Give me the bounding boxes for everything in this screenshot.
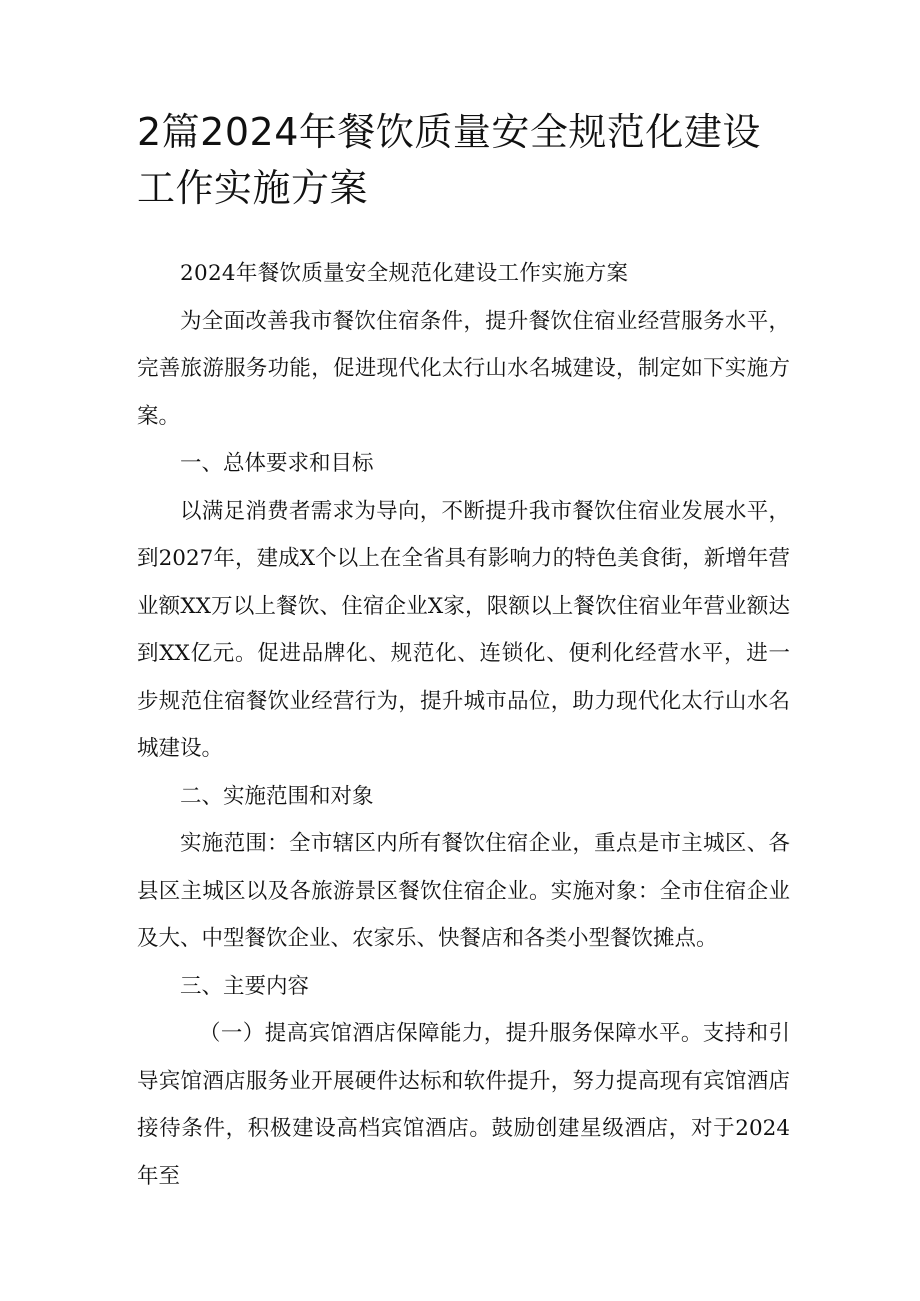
document-title: 2篇2024年餐饮质量安全规范化建设工作实施方案 xyxy=(137,110,761,210)
section-heading-2: 二、实施范围和对象 xyxy=(180,783,374,809)
document-body xyxy=(137,250,790,1200)
section-heading-3: 三、主要内容 xyxy=(180,973,310,999)
section-heading-1: 一、总体要求和目标 xyxy=(180,451,374,476)
intro-paragraph: 为全面改善我市餐饮住宿条件，提升餐饮住宿业经营服务水平，完善旅游服务功能，促进现代化太行山水名城建设，制定如下实施方案。 xyxy=(137,308,790,429)
section-1-paragraph: 以满足消费者需求为导向，不断提升我市餐饮住宿业发展水平，到2027年，建成X个以上在全省具有影响力的特色美食街，新增年营业额XX万以上餐饮、住宿企业X家，限额以上餐饮住宿业年营业额达到XX亿元。促进品牌化、规范化、连锁化、便利化经营水平，进一步规范住宿餐饮业经营行为，提升城市品位，助力现代化太行山水名城建设。 xyxy=(137,498,790,761)
document-subtitle: 2024年餐饮质量安全规范化建设工作实施方案 xyxy=(180,261,629,286)
section-3-item-1-paragraph: （一）提高宾馆酒店保障能力，提升服务保障水平。支持和引导宾馆酒店服务业开展硬件达标和软件提升，努力提高现有宾馆酒店接待条件，积极建设高档宾馆酒店。鼓励创建星级酒店，对于2024年至 xyxy=(137,1021,790,1189)
section-2-paragraph: 实施范围：全市辖区内所有餐饮住宿企业，重点是市主城区、各县区主城区以及各旅游景区餐饮住宿企业。实施对象：全市住宿企业及大、中型餐饮企业、农家乐、快餐店和各类小型餐饮摊点。 xyxy=(137,831,790,951)
